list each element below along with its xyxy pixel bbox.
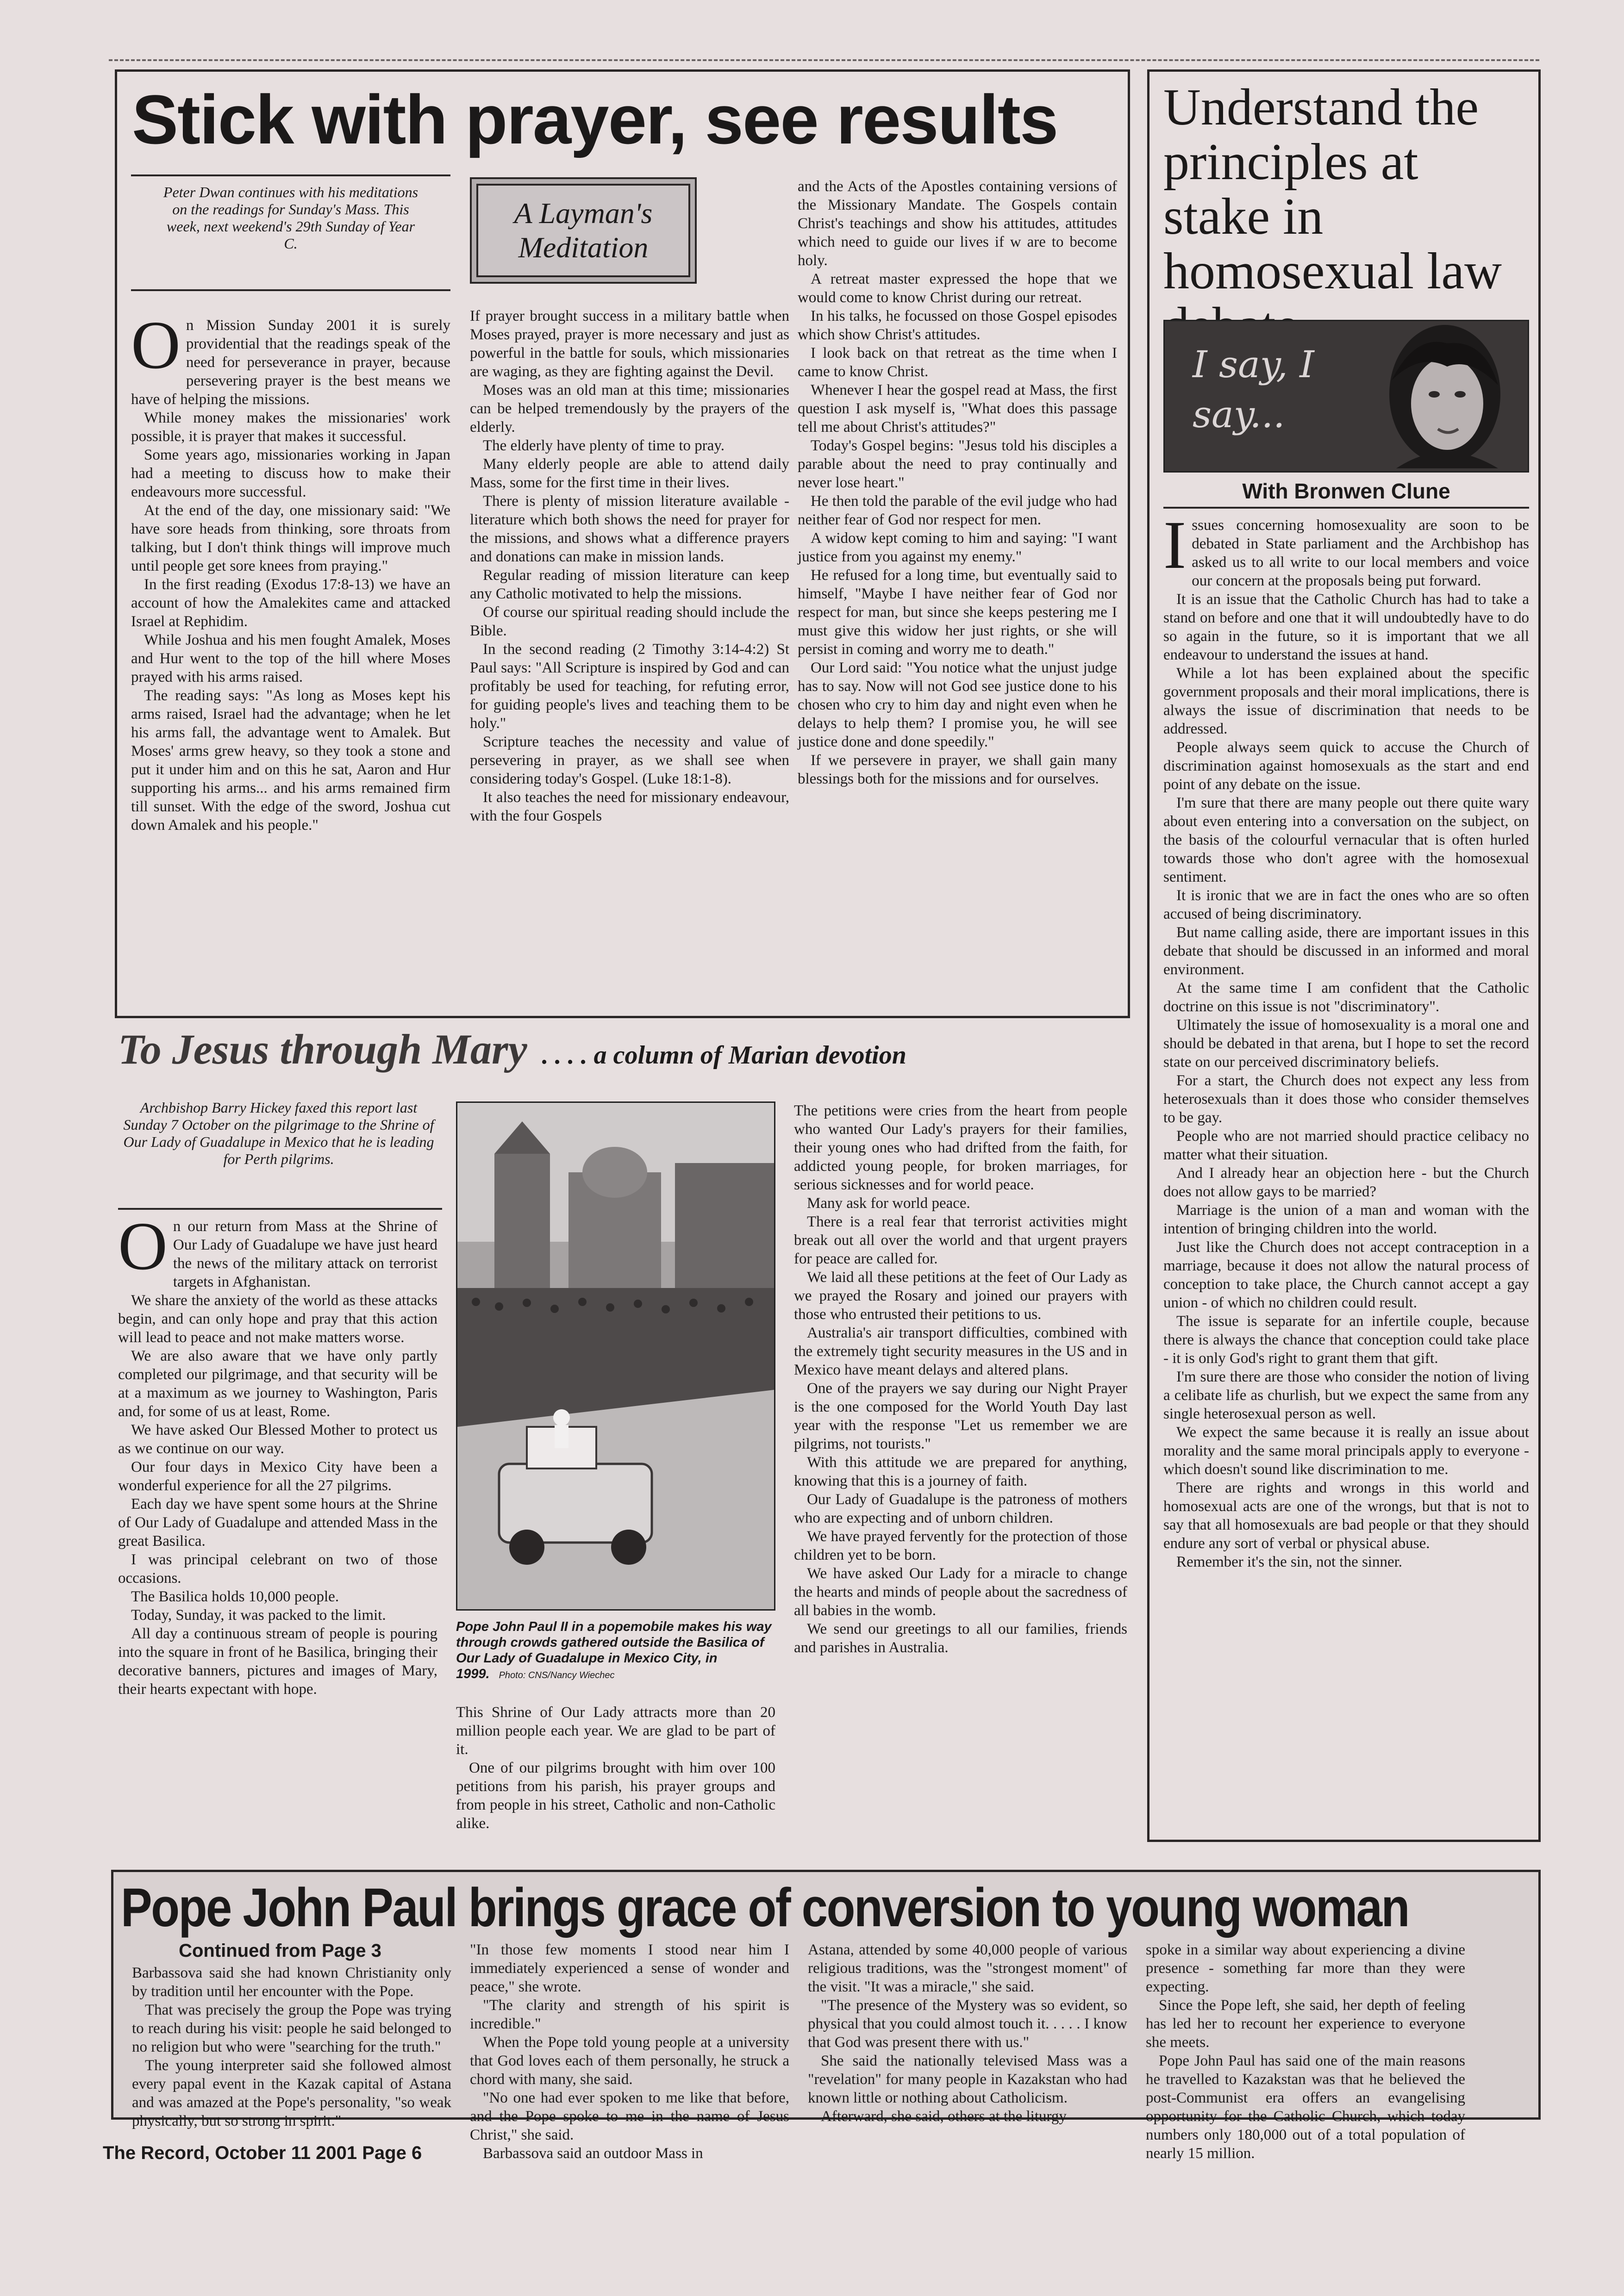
marian-intro: Archbishop Barry Hickey faxed this report last Sunday 7 October on the pilgrimage to the Shrine of Our Lady of Guadalupe in Mexico that he is leading for Perth pilgrims. bbox=[123, 1099, 434, 1167]
prayer-col-3 bbox=[798, 177, 1117, 1006]
paragraph: While Joshua and his men fought Amalek, Moses and Hur went to the top of the hill where Moses prayed with his arms raised. bbox=[131, 632, 450, 685]
paragraph: It is ironic that we are in fact the ones who are so often accused of being discriminatory. bbox=[1163, 887, 1529, 922]
paragraph: In the first reading (Exodus 17:8-13) we have an account of how the Amalekites came and attacked Israel at Rephidim. bbox=[131, 576, 450, 630]
paragraph: Ultimately the issue of homosexuality is a moral one and should be debated in that arena, but I hope to set the record state on our perceived discriminatory beliefs. bbox=[1163, 1017, 1529, 1070]
paragraph: It is an issue that the Catholic Church has had to take a stand on before and one that it will undoubtedly have to do so again in the future, so it is important that we all endeavour to understand the issues at hand. bbox=[1163, 591, 1529, 663]
marian-dropcap: O bbox=[118, 1208, 168, 1284]
paragraph: n Mission Sunday 2001 it is surely providential that the readings speak of the need for perseverance in prayer, because persevering prayer is the best means we have of helping the missions. bbox=[131, 317, 450, 408]
paragraph: Marriage is the union of a man and woman with the intention of bringing children into the world. bbox=[1163, 1202, 1529, 1237]
marian-col-2 bbox=[456, 1703, 775, 1833]
paragraph: Just like the Church does not accept contraception in a marriage, because it does not allow the natural process of conception to take place, the Church cannot accept a gay union - of which no children could result. bbox=[1163, 1239, 1529, 1311]
paragraph: In his talks, he focussed on those Gospel episodes which show Christ's attitudes. bbox=[798, 308, 1117, 343]
prayer-dropcap: O bbox=[131, 307, 181, 383]
page-footer: The Record, October 11 2001 Page 6 bbox=[103, 2143, 422, 2163]
paragraph: It also teaches the need for missionary endeavour, with the four Gospels bbox=[470, 789, 789, 824]
paragraph: I'm sure that there are many people out there quite wary about even entering into a conversation on the subject, on the basis of the colourful vernacular that is often hurled towards those who don't agree with the homosexual sentiment. bbox=[1163, 795, 1529, 885]
paragraph: We have prayed fervently for the protection of those children yet to be born. bbox=[794, 1528, 1127, 1563]
paragraph: There is a real fear that terrorist activities might break out all over the world and that urgent prayers for peace are called for. bbox=[794, 1213, 1127, 1267]
prayer-intro: Peter Dwan continues with his meditations on the readings for Sunday's Mass. This week, next weekend's 29th Sunday of Year C. bbox=[163, 184, 418, 252]
paragraph: This Shrine of Our Lady attracts more than 20 million people each year. We are glad to be part of it. bbox=[456, 1704, 775, 1758]
prayer-article-box bbox=[115, 69, 1130, 1018]
paragraph: Our Lord said: "You notice what the unjust judge has to say. Now will not God see justice done to his chosen who cry to him day and night even when he delays to help them? I promise you, he will see justice done and done speedily." bbox=[798, 660, 1117, 750]
photo-caption bbox=[456, 1619, 775, 1683]
paragraph: We have asked Our Blessed Mother to protect us as we continue on our way. bbox=[118, 1422, 437, 1457]
paragraph: Astana, attended by some 40,000 people of various religious traditions, was the "strongest moment" of the visit. "It was a miracle," she said. bbox=[808, 1941, 1127, 1995]
prayer-badge-text: A Layman's Meditation bbox=[514, 197, 653, 264]
paragraph: If prayer brought success in a military battle when Moses prayed, prayer is more necessary and just as powerful in the battle for souls, which missionaries are waging, as they are fighting against the Devil. bbox=[470, 308, 789, 380]
photo-caption-text: Pope John Paul II in a popemobile makes his way through crowds gathered outside the Basilica of Our Lady of Guadalupe in Mexico City, in 1999. bbox=[456, 1619, 772, 1681]
paragraph: At the end of the day, one missionary said: "We have sore heads from thinking, sore throats from talking, but I don't think things will improve much until people get sore knees from praying." bbox=[131, 502, 450, 574]
paragraph: Whenever I hear the gospel read at Mass, the first question I ask myself is, "What does this passage tell me about Christ's attitudes?" bbox=[798, 382, 1117, 436]
marian-col-1 bbox=[118, 1208, 437, 1833]
paragraph: Many elderly people are able to attend daily Mass, some for the first time in their lives. bbox=[470, 456, 789, 491]
paragraph: We laid all these petitions at the feet of Our Lady as we prayed the Rosary and joined our prayers with those who entrusted their petitions to us. bbox=[794, 1269, 1127, 1323]
paragraph: The reading says: "As long as Moses kept his arms raised, Israel had the advantage; when he let his arms fall, the advantage went to Amalek. But Moses' arms grew heavy, so they took a stone and put it under him and on this he sat, Aaron and Hur supporting his arms... and his arms remained firm till sunset. With the edge of the sword, Joshua cut down Amalek and his people." bbox=[131, 687, 450, 834]
opinion-article-box bbox=[1147, 69, 1541, 1842]
opinion-headline: Understand the principles at stake in homosexual law bbox=[1163, 79, 1502, 300]
paragraph: We share the anxiety of the world as these attacks begin, and can only hope and pray that this action will lead to peace and not make matters worse. bbox=[118, 1292, 437, 1346]
prayer-col-1 bbox=[131, 307, 450, 1006]
top-dashed-rule bbox=[109, 59, 1539, 61]
pope-col-1 bbox=[132, 1964, 451, 2129]
paragraph: I was principal celebrant on two of those occasions. bbox=[118, 1551, 437, 1587]
paragraph: Australia's air transport difficulties, combined with the extremely tight security measures in the US and in Mexico have meant delays and altered plans. bbox=[794, 1325, 1127, 1378]
paragraph: All day a continuous stream of people is pouring into the square in front of he Basilica, bringing their decorative banners, pictures and images of Mary, their hearts expectant with hope. bbox=[118, 1625, 437, 1698]
paragraph: Our four days in Mexico City have been a wonderful experience for all the 27 pilgrims. bbox=[118, 1459, 437, 1494]
prayer-col-1-body bbox=[131, 307, 450, 834]
paragraph: I'm sure there are those who consider the notion of living a celibate life as churlish, but we expect the same from any single heterosexual person as well. bbox=[1163, 1369, 1529, 1422]
paragraph: Afterward, she said, others at the liturgy bbox=[821, 2108, 1067, 2125]
paragraph: We send our greetings to all our families, friends and parishes in Australia. bbox=[794, 1621, 1127, 1656]
paragraph: Today, Sunday, it was packed to the limit. bbox=[131, 1607, 386, 1624]
paragraph: One of the prayers we say during our Night Prayer is the one composed for the World Youth Day last year with the response "Let us remember we are pilgrims, not tourists." bbox=[794, 1380, 1127, 1452]
paragraph: "In those few moments I stood near him I immediately experienced a sense of wonder and peace," she wrote. bbox=[470, 1941, 789, 1995]
paragraph: And I already hear an objection here - but the Church does not allow gays to be married? bbox=[1163, 1165, 1529, 1200]
opinion-dropcap: I bbox=[1163, 507, 1187, 583]
prayer-intro-rule bbox=[131, 174, 450, 176]
popemobile-photo-illustration bbox=[457, 1103, 774, 1609]
paragraph: People always seem quick to accuse the Church of discrimination against homosexuals as the start and end point of any debate on the issue. bbox=[1163, 739, 1529, 793]
paragraph: The petitions were cries from the heart from people who wanted Our Lady's prayers for their families, their young ones who had drifted from the faith, for addicted young people, for broken marriages, for serious sicknesses and for world peace. bbox=[794, 1102, 1127, 1193]
paragraph: The young interpreter said she followed almost every papal event in the Kazak capital of Astana and was amazed at the Pope's personality, "so weak physically, but so strong in spirit." bbox=[132, 2057, 451, 2129]
paragraph: "The presence of the Mystery was so evident, so physical that you could almost touch it. . . . . I know that God was present there with us." bbox=[808, 1997, 1127, 2051]
marian-subhead: . . . . a column of Marian devotion bbox=[542, 1041, 906, 1070]
paragraph: Today's Gospel begins: "Jesus told his disciples a parable about the need to pray continually and never lose heart." bbox=[798, 437, 1117, 491]
marian-col-3 bbox=[794, 1101, 1127, 1833]
paragraph: In the second reading (2 Timothy 3:14-4:2) St Paul says: "All Scripture is inspired by God and can profitably be used for teaching, for refuting error, for guiding people's lives and teaching them to be holy." bbox=[470, 641, 789, 732]
marian-headline: To Jesus through Mary bbox=[118, 1026, 527, 1073]
pope-col-4 bbox=[1146, 1941, 1465, 2162]
paragraph: We are also aware that we have only partly completed our pilgrimage, and that security will be at a maximum as we journey to Washington, Paris and, for some of us at least, Rome. bbox=[118, 1348, 437, 1420]
prayer-intro-rule-bottom bbox=[131, 289, 450, 291]
paragraph: She said the nationally televised Mass was a "revelation" for many people in Kazakstan who had known little or nothing about Catholicism. bbox=[808, 2053, 1127, 2106]
paragraph: With this attitude we are prepared for anything, knowing that this is a journey of faith. bbox=[794, 1454, 1127, 1489]
prayer-badge bbox=[470, 177, 697, 284]
paragraph: Scripture teaches the necessity and value of persevering in prayer, as we shall see when considering today's Gospel. (Luke 18:1-8). bbox=[470, 734, 789, 787]
paragraph: A retreat master expressed the hope that we would come to know Christ during our retreat. bbox=[798, 271, 1117, 306]
pope-col-3 bbox=[808, 1941, 1127, 2125]
opinion-banner-text: I say, I say... bbox=[1193, 343, 1314, 436]
paragraph: If we persevere in prayer, we shall gain many blessings both for the missions and for ourselves. bbox=[798, 752, 1117, 787]
paragraph: That was precisely the group the Pope was trying to reach during his visit: people he said belonged to no religion but who were "searching for the truth." bbox=[132, 2002, 451, 2055]
paragraph: While money makes the missionaries' work possible, it is prayer that makes it successful. bbox=[131, 410, 450, 445]
paragraph: n our return from Mass at the Shrine of Our Lady of Guadalupe we have just heard the news of the military attack on terrorist targets in Afghanistan. bbox=[173, 1218, 437, 1290]
paragraph: The issue is separate for an infertile couple, because there is always the chance that conception could take place - it is only God's right to grant them that gift. bbox=[1163, 1313, 1529, 1367]
paragraph: Remember it's the sin, not the sinner. bbox=[1176, 1554, 1403, 1570]
paragraph: Many ask for world peace. bbox=[807, 1195, 970, 1212]
paragraph: "No one had ever spoken to me like that before, and the Pope spoke to me in the name of Jesus Christ," she said. bbox=[470, 2090, 789, 2143]
paragraph: The Basilica holds 10,000 people. bbox=[131, 1588, 339, 1605]
paragraph: Pope John Paul has said one of the main reasons he travelled to Kazakstan was that he believed the post-Communist era offers an evangelising opportunity for the Catholic Church, which today numbers only 180,000 out of a total population of nearly 15 million. bbox=[1146, 2053, 1465, 2162]
paragraph: Regular reading of mission literature can keep any Catholic motivated to help the missions. bbox=[470, 567, 789, 602]
paragraph: There is plenty of mission literature available - literature which both shows the need for prayer for the missions, and shows what a difference prayers and donations can make in mission lands. bbox=[470, 493, 789, 565]
pope-headline: Pope John Paul brings grace of conversion to young woman bbox=[121, 1877, 1409, 1938]
prayer-headline: Stick with prayer, see results bbox=[132, 81, 1058, 158]
pope-kicker: Continued from Page 3 bbox=[179, 1941, 381, 1961]
columnist-portrait bbox=[1364, 325, 1521, 468]
paragraph: Our Lady of Guadalupe is the patroness of mothers who are expecting and of unborn children. bbox=[794, 1491, 1127, 1526]
paragraph: But name calling aside, there are important issues in this debate that should be discussed in an informed and moral environment. bbox=[1163, 924, 1529, 978]
photo-credit: Photo: CNS/Nancy Wiechec bbox=[499, 1670, 615, 1680]
opinion-body bbox=[1163, 507, 1529, 1830]
paragraph: Some years ago, missionaries working in Japan had a meeting to discuss how to make their endeavours more successful. bbox=[131, 447, 450, 500]
opinion-banner bbox=[1163, 320, 1529, 473]
paragraph: Each day we have spent some hours at the Shrine of Our Lady of Guadalupe and attended Mass in the great Basilica. bbox=[118, 1496, 437, 1549]
paragraph: There are rights and wrongs in this world and homosexual acts are one of the wrongs, but that is not to say that all homosexuals are bad people or that they should endure any sort of verbal or physical abuse. bbox=[1163, 1480, 1529, 1552]
paragraph: When the Pope told young people at a university that God loves each of them personally, he struck a chord with many, she said. bbox=[470, 2034, 789, 2088]
paragraph: While a lot has been explained about the specific government proposals and their moral implications, there is always the issue of discrimination that needs to be addressed. bbox=[1163, 665, 1529, 737]
paragraph: I look back on that retreat as the time when I came to know Christ. bbox=[798, 345, 1117, 380]
paragraph: He then told the parable of the evil judge who had neither fear of God nor respect for men. bbox=[798, 493, 1117, 528]
paragraph: For a start, the Church does not expect any less from heterosexuals than it does those who consider themselves to be gay. bbox=[1163, 1072, 1529, 1126]
paragraph: The elderly have plenty of time to pray. bbox=[483, 437, 725, 454]
paragraph: spoke in a similar way about experiencing a divine presence - something far more than they were expecting. bbox=[1146, 1941, 1465, 1995]
paragraph: and the Acts of the Apostles containing versions of the Missionary Mandate. The Gospels contain Christ's teachings and show his attitudes, attitudes which need to guide our lives if w are to become holy. bbox=[798, 178, 1117, 269]
opinion-byline: With Bronwen Clune bbox=[1163, 478, 1529, 509]
paragraph: Barbassova said an outdoor Mass in bbox=[483, 2145, 703, 2162]
paragraph: He refused for a long time, but eventually said to himself, "Maybe I have neither fear of God nor respect for man, but since she keeps pestering me I must give this widow her just rights, or she will persist in coming and worry me to death." bbox=[798, 567, 1117, 658]
paragraph: One of our pilgrims brought with him over 100 petitions from his parish, his prayer groups and from people in his street, Catholic and non-Catholic alike. bbox=[456, 1760, 775, 1832]
paragraph: We have asked Our Lady for a miracle to change the hearts and minds of people about the sacredness of all babies in the womb. bbox=[794, 1565, 1127, 1619]
paragraph: At the same time I am confident that the Catholic doctrine on this issue is not "discriminatory". bbox=[1163, 980, 1529, 1015]
paragraph: People who are not married should practice celibacy no matter what their situation. bbox=[1163, 1128, 1529, 1163]
paragraph: ssues concerning homosexuality are soon to be debated in State parliament and the Archbishop has asked us to all write to our local members and voice our concern at the proposals being put forward. bbox=[1192, 517, 1529, 589]
paragraph: Barbassova said she had known Christianity only by tradition until her encounter with the Pope. bbox=[132, 1965, 451, 2000]
paragraph: Of course our spiritual reading should include the Bible. bbox=[470, 604, 789, 639]
paragraph: A widow kept coming to him and saying: "I want justice from you against my enemy." bbox=[798, 530, 1117, 565]
marian-header bbox=[118, 1024, 1132, 1075]
paragraph: Since the Pope left, she said, her depth of feeling has led her to recount her experience to everyone she meets. bbox=[1146, 1997, 1465, 2051]
paragraph: "The clarity and strength of his spirit is incredible." bbox=[470, 1997, 789, 2032]
paragraph: We expect the same because it is really an issue about morality and the same moral principals apply to everyone - which doesn't sound like discrimination to me. bbox=[1163, 1424, 1529, 1478]
prayer-col-2 bbox=[470, 307, 789, 1006]
popemobile-photo bbox=[456, 1101, 775, 1611]
pope-col-2 bbox=[470, 1941, 789, 2162]
prayer-badge-inner bbox=[476, 184, 690, 277]
paragraph: Moses was an old man at this time; missionaries can be helped tremendously by the prayers of the elderly. bbox=[470, 382, 789, 436]
